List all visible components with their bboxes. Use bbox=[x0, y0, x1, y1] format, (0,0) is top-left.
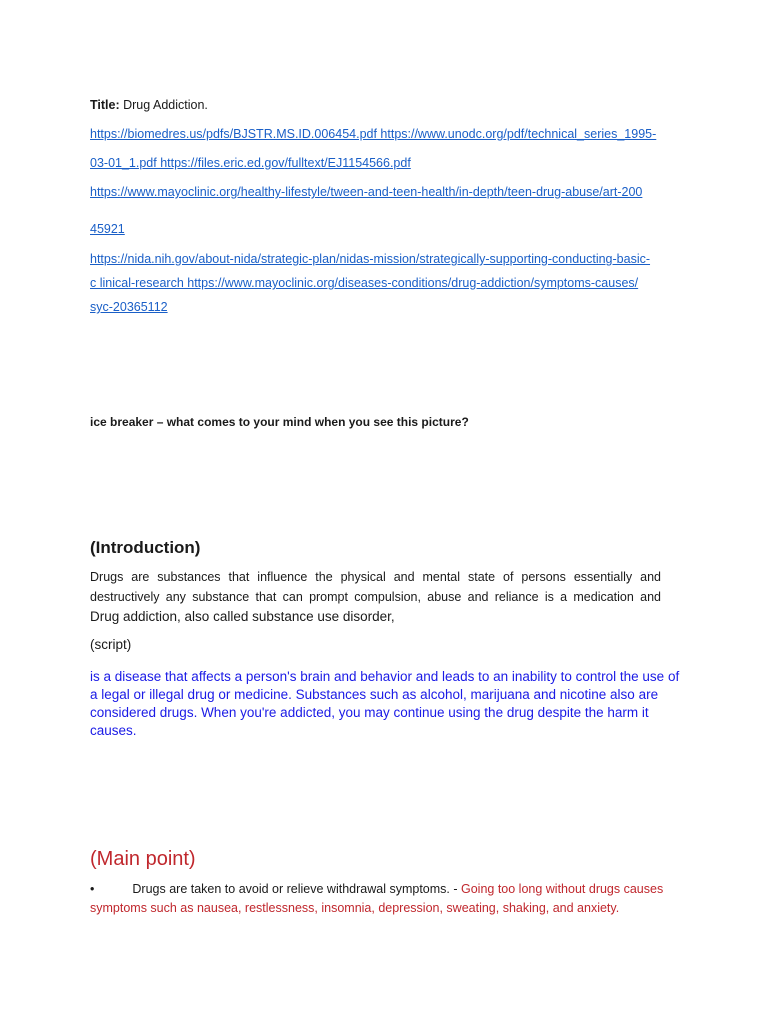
title-label: Title: bbox=[90, 98, 120, 112]
main-point-text: Drugs are taken to avoid or relieve withdrawal symptoms. - bbox=[132, 882, 461, 896]
reference-link[interactable]: https://nida.nih.gov/about-nida/strategic-plan/nidas-mission/strategically-supporting-conducting-basic- bbox=[90, 252, 651, 266]
reference-link[interactable]: 45921 bbox=[90, 222, 125, 236]
reference-link[interactable]: https://biomedres.us/pdfs/BJSTR.MS.ID.006454.pdf https://www.unodc.org/pdf/technical_series_1995- bbox=[90, 127, 657, 141]
introduction-paragraph bbox=[90, 568, 661, 627]
script-label: (script) bbox=[90, 637, 132, 652]
introduction-heading: (Introduction) bbox=[90, 538, 201, 557]
reference-link[interactable]: 03-01_1.pdf https://files.eric.ed.gov/fulltext/EJ1154566.pdf bbox=[90, 156, 411, 170]
introduction-line: Drugs are substances that influence the physical and mental state of persons essentially and bbox=[90, 570, 661, 584]
script-text: is a disease that affects a person's brain and behavior and leads to an inability to control the use of a legal or illegal drug or medicine. Substances such as alcohol, marijuana and nicotine also are considered drugs. When you're addicted, you may continue using the drug despite the harm it causes. bbox=[90, 669, 680, 738]
icebreaker-prompt: ice breaker – what comes to your mind when you see this picture? bbox=[90, 415, 469, 429]
main-point-bullet-item bbox=[90, 880, 680, 918]
document-title bbox=[90, 96, 208, 114]
main-point-heading: (Main point) bbox=[90, 848, 196, 870]
introduction-line: destructively any substance that can prompt compulsion, abuse and reliance is a medication and bbox=[90, 589, 661, 604]
introduction-line: Drug addiction, also called substance use disorder, bbox=[90, 609, 395, 624]
title-value: Drug Addiction. bbox=[119, 98, 208, 112]
bullet-icon: • bbox=[90, 882, 95, 896]
reference-link[interactable]: syc-20365112 bbox=[90, 300, 168, 314]
reference-link[interactable]: c linical-research https://www.mayoclinic.org/diseases-conditions/drug-addiction/symptoms-causes/ bbox=[90, 276, 639, 290]
reference-link[interactable]: https://www.mayoclinic.org/healthy-lifestyle/tween-and-teen-health/in-depth/teen-drug-abuse/art-200 bbox=[90, 185, 643, 199]
main-point-highlight: Going too long without drugs causes symptoms such as nausea, restlessness, insomnia, depression, sweating, shaking, and anxiety. bbox=[90, 882, 664, 915]
